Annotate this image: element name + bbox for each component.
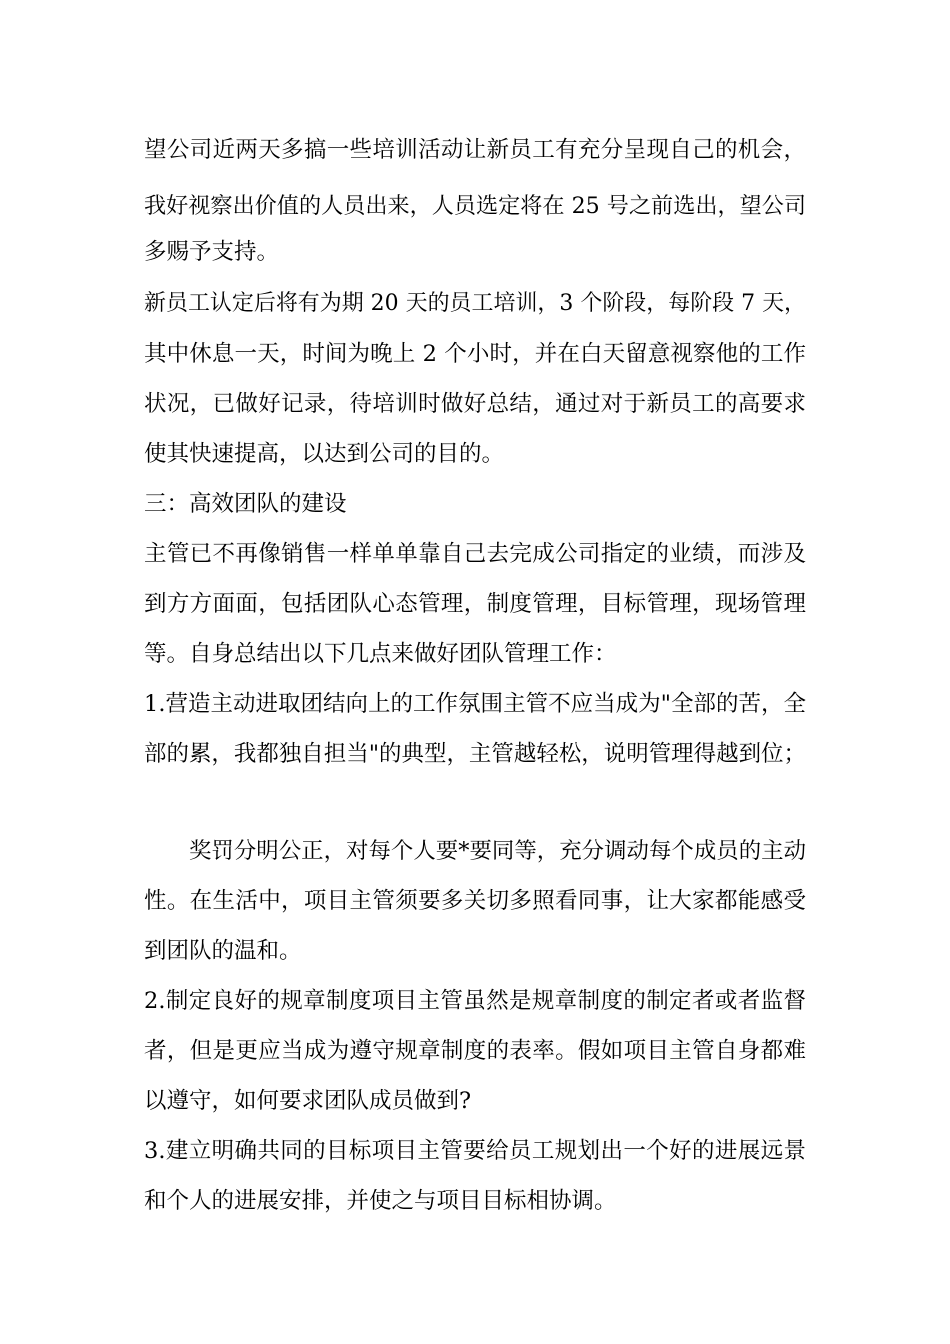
paragraph-line: 到团队的温和。 (144, 938, 302, 964)
paragraph-line: 到方方面面，包括团队心态管理，制度管理，目标管理，现场管理 (144, 591, 806, 617)
paragraph-line: 性。在生活中，项目主管须要多关切多照看同事，让大家都能感受 (144, 888, 806, 914)
paragraph-line: 等。自身总结出以下几点来做好团队管理工作： (144, 641, 617, 667)
paragraph-line: 其中休息一天，时间为晚上 2 个小时，并在白天留意视察他的工作 (144, 341, 806, 367)
paragraph-line: 我好视察出价值的人员出来，人员选定将在 25 号之前选出，望公司 (144, 193, 806, 219)
paragraph-line: 主管已不再像销售一样单单靠自己去完成公司指定的业绩，而涉及 (144, 541, 806, 567)
paragraph-line: 状况，已做好记录，待培训时做好总结，通过对于新员工的高要求 (144, 391, 806, 417)
paragraph-line: 和个人的进展安排，并使之与项目目标相协调。 (144, 1188, 617, 1214)
paragraph-line: 奖罚分明公正，对每个人要*要同等，充分调动每个成员的主动 (189, 838, 806, 864)
paragraph-line: 以遵守，如何要求团队成员做到? (144, 1088, 472, 1114)
paragraph-line: 2.制定良好的规章制度项目主管虽然是规章制度的制定者或者监督 (144, 988, 806, 1014)
paragraph-line: 新员工认定后将有为期 20 天的员工培训，3 个阶段，每阶段 7 天， (144, 291, 807, 316)
paragraph-line: 部的累，我都独自担当"的典型，主管越轻松，说明管理得越到位； (144, 741, 806, 767)
section-heading: 三：高效团队的建设 (144, 491, 347, 517)
paragraph-line: 1.营造主动进取团结向上的工作氛围主管不应当成为"全部的苦，全 (144, 691, 806, 717)
paragraph-line: 使其快速提高，以达到公司的目的。 (144, 441, 505, 467)
paragraph-line: 多赐予支持。 (144, 239, 280, 265)
paragraph-line: 3.建立明确共同的目标项目主管要给员工规划出一个好的进展远景 (144, 1138, 806, 1164)
paragraph-line: 望公司近两天多搞一些培训活动让新员工有充分呈现自己的机会， (144, 137, 806, 163)
paragraph-line: 者，但是更应当成为遵守规章制度的表率。假如项目主管自身都难 (144, 1038, 806, 1064)
